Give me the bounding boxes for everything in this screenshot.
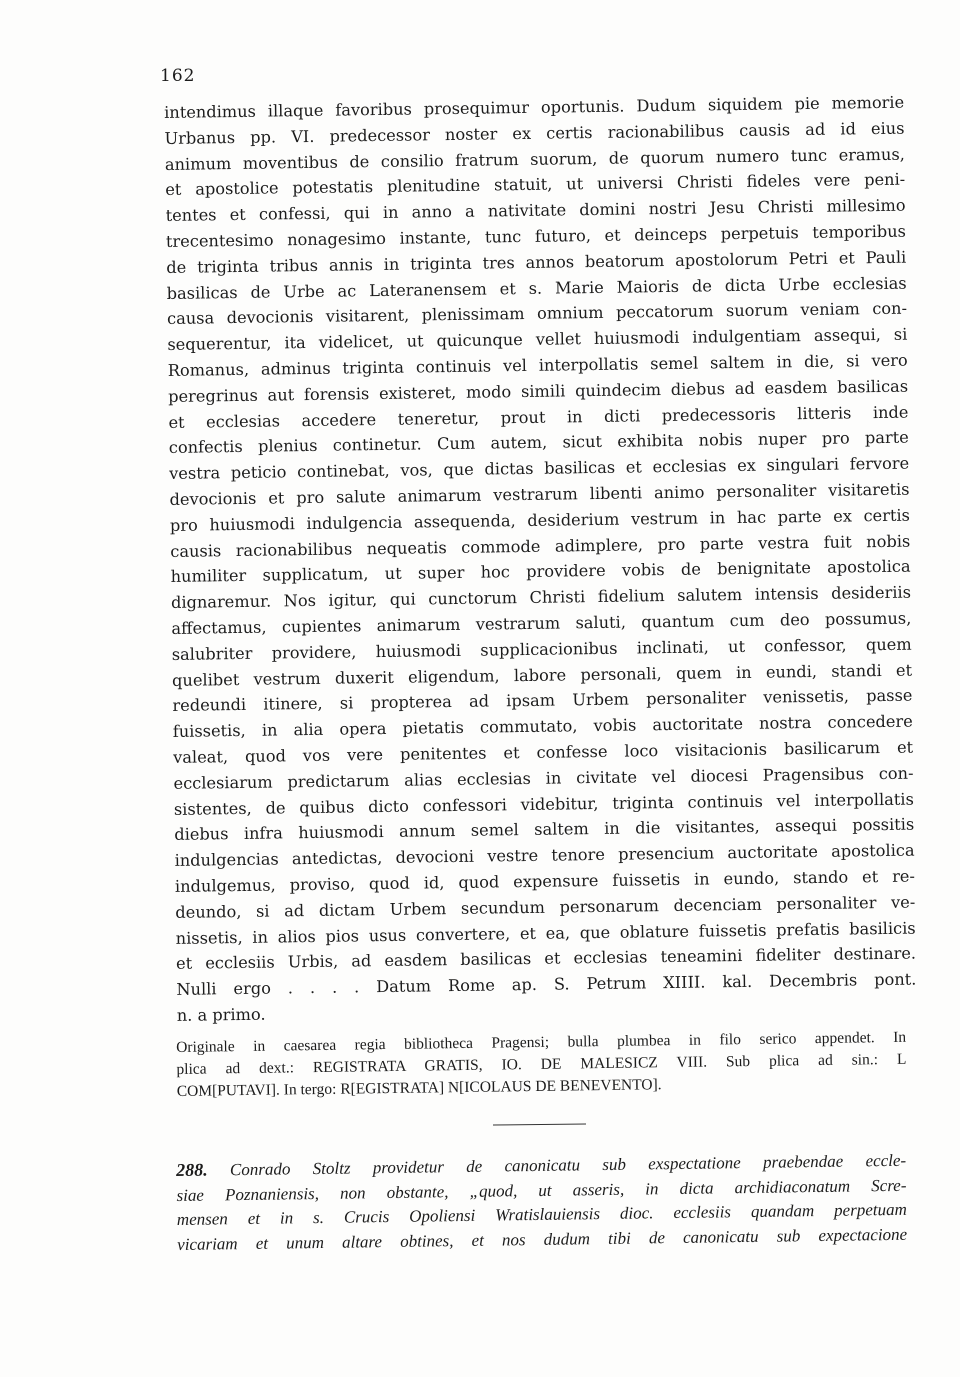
entry-summary-text: Conrado Stoltz providetur de canonicatu sub exspectatione praebendae eccle- — [229, 1150, 907, 1180]
body-line: tentes et confessi, qui in anno a nativitate domini nostri Jesu Christi millesimo — [165, 195, 906, 226]
entry-288 — [176, 1148, 907, 1257]
body-line: animum moventibus de consilio fratrum suorum, de quorum numero tunc eramus, — [164, 144, 905, 174]
body-line: n. a primo. — [176, 1004, 266, 1025]
body-line: sequerentur, ita videlicet, ut quicunque vellet huiusmodi indulgentiam assequi, si — [167, 324, 908, 355]
body-line: peregrinus aut forensis existeret, modo simili quindecim diebus ad easdem basilicas — [168, 376, 909, 406]
body-line: et apostolice potestatis plenitudine statuit, ut universi Christi fideles vere peni- — [165, 170, 906, 200]
source-note — [176, 1027, 907, 1103]
body-line: sistentes, de quibus dicto confessori videbitur, triginta continuis vel interpollatis — [173, 789, 914, 819]
body-line: causis racionabilibus nequeatis commode adimplere, pro parte vestra fuit nobis — [170, 531, 911, 561]
body-line: pro huiusmodi indulgencia assequenda, desiderium vestrum in hac parte ex certis — [169, 505, 910, 535]
body-line: causa devocionis visitarent, plenissimam omnium peccatorum suorum veniam con- — [166, 299, 908, 329]
body-line: indulgemus, proviso, quod id, quod expensure fuissetis in eundo, stando et re- — [174, 866, 916, 896]
body-line: diebus infra huiusmodi annum semel saltem in die visitantes, assequi possitis — [174, 814, 915, 845]
body-line: redeundi itinere, si propterea ad ipsam Urbem personaliter venissetis, passe — [172, 685, 913, 716]
page-number: 162 — [160, 66, 196, 86]
body-line: affectamus, cupientes animarum vestrarum saluti, quantum cum deo possumus, — [171, 608, 912, 638]
body-line: quelibet vestrum duxerit eligendum, labore personali, quem in eundi, standi et — [171, 660, 913, 690]
entry-line: mensen et in s. Crucis Opoliensi Wratislauiensis dioc. ecclesiis quandam perpetuam — [176, 1199, 907, 1229]
body-line: confectis plenius continetur. Cum autem, sicut exhibita nobis nuper pro parte — [168, 427, 909, 458]
body-line: de triginta tribus annis in triginta tres annos beatorum apostolorum Petri et Pauli — [166, 247, 907, 277]
body-line: fuissetis, in alia opera pietatis commutato, vobis auctoritate nostra concedere — [172, 711, 913, 742]
entry-line: siae Poznaniensis, non obstante, „quod, ut asseris, in dicta archidiaconatum Scre- — [176, 1175, 907, 1205]
source-note-line: plica ad dext.: REGISTRATA GRATIS, IO. DE MALESICZ VIII. Sub plica ad sin.: L — [176, 1050, 907, 1078]
body-line: trecentesimo nonagesimo instante, tunc futuro, et deinceps perpetuis temporibus — [165, 221, 907, 251]
body-line: ecclesiarum predictarum alias ecclesias in civitate vel diocesi Pragensibus con- — [173, 763, 914, 793]
body-line: et ecclesiis Urbis, ad easdem basilicas et ecclesias teneamini fideliter destinare. — [175, 943, 917, 974]
body-line: valeat, quod vos vere penitentes et confesse loco visitacionis basilicarum et — [173, 737, 914, 767]
source-note-line: Originale in caesarea regia bibliotheca Pragensi; bulla plumbea in filo serico appendet. In — [176, 1028, 907, 1056]
body-line: indulgencias antedictas, devocioni vestre tenore presencium auctoritate apostolica — [174, 840, 915, 871]
body-line: deundo, si ad dictam Urbem secundum personarum decenciam personaliter ve- — [175, 892, 916, 922]
source-note-line: COM[PUTAVI]. In tergo: R[EGISTRATA] N[ICOLAUS DE BENEVENTO]. — [176, 1076, 662, 1100]
body-line: vestra peticio continebat, vos, que dictas basilicas et ecclesias ex singulari fervore — [169, 453, 910, 484]
section-divider — [493, 1124, 586, 1126]
body-line: dignaremur. Nos igitur, qui cunctorum Christi fidelium salutem intensis desideriis — [170, 582, 912, 613]
body-line: intendimus illaque favoribus prosequimur oportunis. Dudum siquidem pie memorie — [164, 92, 905, 122]
body-line: basilicas de Urbe ac Lateranensem et s. Marie Maioris de dicta Urbe ecclesias — [166, 273, 907, 303]
entry-number: 288. — [176, 1159, 208, 1180]
entry-line: vicariam et unum altare obtines, et nos dudum tibi de canonicatu sub expectacione — [177, 1224, 908, 1254]
body-line: Romanus, adminus triginta continuis vel interpollatis semel saltem in die, si vero — [167, 350, 908, 380]
body-line: Nulli ergo . . . . Datum Rome ap. S. Petrum XIIII. kal. Decembris pont. — [176, 969, 917, 1000]
body-line: nissetis, in alios pios usus convertere, et ea, que oblature fuissetis prefatis basilicis — [175, 918, 916, 948]
body-line: Urbanus pp. VI. predecessor noster ex certis racionabilibus causis ad id eius — [164, 118, 905, 148]
main-body-text — [164, 90, 917, 1029]
body-line: salubriter providere, huiusmodi supplicacionibus inclinati, ut confessor, quem — [171, 634, 912, 664]
body-line: devocionis et pro salute animarum vestrarum libenti animo personaliter visitaretis — [169, 479, 910, 509]
body-line: humiliter supplicatum, ut super hoc providere vobis de benignitate apostolica — [170, 556, 911, 587]
body-line: et ecclesias accedere teneretur, prout in dicti predecessoris litteris inde — [168, 402, 909, 432]
